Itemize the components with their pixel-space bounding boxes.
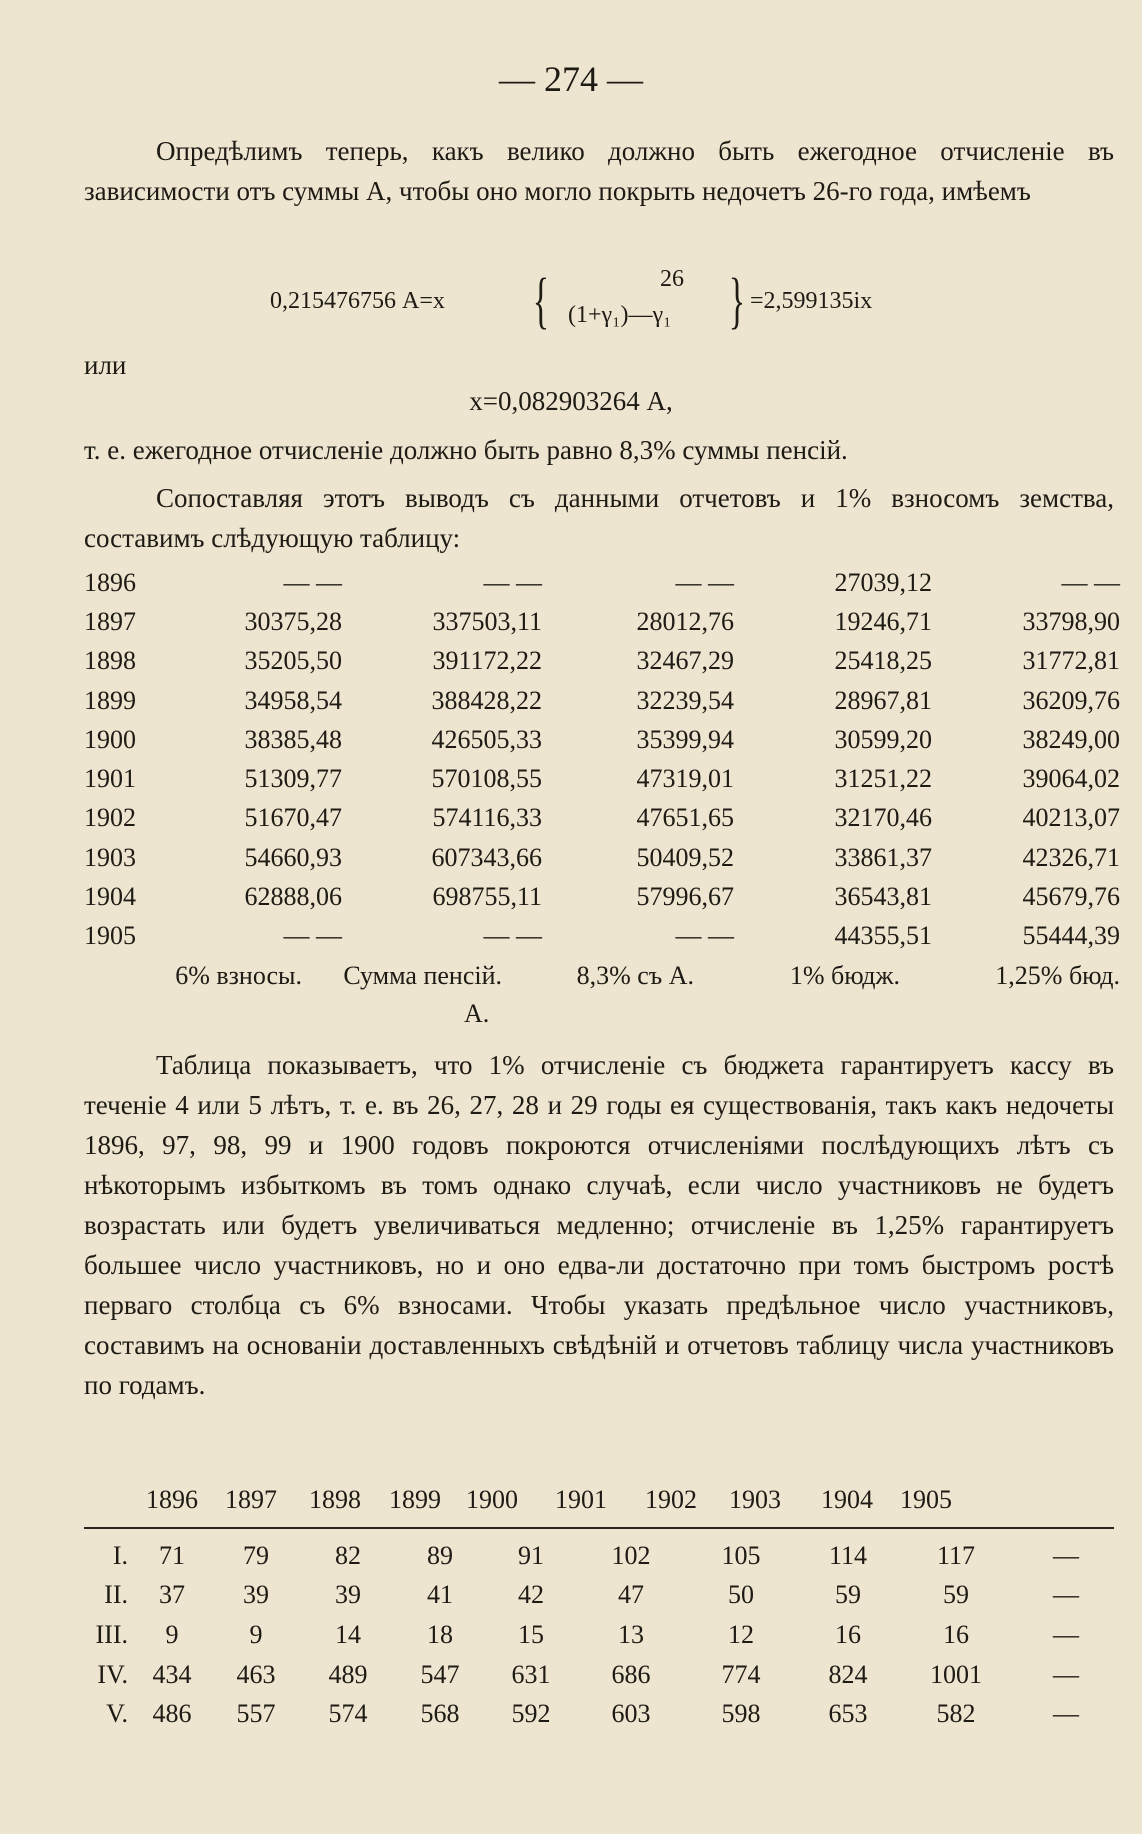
value-cell: 547 bbox=[420, 1659, 460, 1689]
table-row bbox=[84, 602, 1120, 641]
paragraph-comparison: Сопоставляя этотъ выводъ съ данными отчетовъ и 1% взносомъ земства, составимъ слѣдующую таблицу: bbox=[84, 483, 1114, 553]
value-cell: 51670,47 bbox=[244, 803, 342, 833]
page-number: — 274 — bbox=[499, 59, 643, 99]
footer-8-3-percent: 8,3% съ А. bbox=[576, 961, 694, 990]
value-cell: 13 bbox=[618, 1619, 644, 1649]
value-cell: 27039,12 bbox=[834, 567, 932, 597]
value-cell: 36209,76 bbox=[1022, 685, 1120, 715]
value-cell: 574 bbox=[328, 1699, 368, 1729]
x-equation: х=0,082903264 А, bbox=[469, 386, 673, 416]
value-cell: 14 bbox=[335, 1619, 361, 1649]
value-cell: 607343,66 bbox=[431, 842, 542, 872]
value-cell: 28967,81 bbox=[834, 685, 932, 715]
value-cell: — bbox=[1053, 1659, 1079, 1689]
table-row bbox=[84, 917, 1120, 956]
value-cell: — — bbox=[1061, 567, 1120, 597]
value-cell: 698755,11 bbox=[432, 882, 542, 912]
value-cell: 51309,77 bbox=[244, 764, 342, 794]
value-cell: — — bbox=[483, 921, 542, 951]
year-cell: 1905 bbox=[84, 921, 136, 951]
formula-rhs: =2,599135іх bbox=[750, 288, 873, 314]
year-cell: 1903 bbox=[84, 842, 136, 872]
value-cell: 574116,33 bbox=[432, 803, 542, 833]
table-row bbox=[84, 1655, 1120, 1695]
year-header: 1900 bbox=[466, 1485, 518, 1514]
value-cell: 19246,71 bbox=[834, 606, 932, 636]
value-cell: 47319,01 bbox=[636, 764, 734, 794]
table-rule bbox=[84, 1527, 1114, 1529]
value-cell: 15 bbox=[518, 1619, 544, 1649]
value-cell: 40213,07 bbox=[1022, 803, 1120, 833]
table-row bbox=[84, 838, 1120, 877]
value-cell: 35205,50 bbox=[244, 646, 342, 676]
value-cell: 774 bbox=[721, 1659, 761, 1689]
table-row bbox=[84, 642, 1120, 681]
value-cell: 45679,76 bbox=[1022, 882, 1120, 912]
year-cell: 1897 bbox=[84, 606, 136, 636]
value-cell: 18 bbox=[427, 1619, 453, 1649]
footer-contributions: 6% взносы. bbox=[175, 961, 302, 990]
right-brace: } bbox=[728, 267, 746, 335]
value-cell: 391172,22 bbox=[432, 646, 542, 676]
table-row bbox=[84, 563, 1120, 602]
value-cell: 33861,37 bbox=[834, 842, 932, 872]
value-cell: 570108,55 bbox=[431, 764, 542, 794]
value-cell: 9 bbox=[249, 1619, 263, 1649]
year-header: 1905 bbox=[900, 1485, 952, 1514]
value-cell: — bbox=[1053, 1580, 1079, 1610]
table-row bbox=[84, 720, 1120, 759]
value-cell: 568 bbox=[420, 1699, 460, 1729]
year-cell: 1904 bbox=[84, 882, 136, 912]
value-cell: — bbox=[1053, 1540, 1079, 1570]
value-cell: 426505,33 bbox=[431, 724, 542, 754]
value-cell: 631 bbox=[511, 1659, 551, 1689]
formula-denominator: (1+γ₁)—γ₁ bbox=[568, 302, 672, 328]
year-header: 1899 bbox=[389, 1485, 441, 1514]
value-cell: 33798,90 bbox=[1022, 606, 1120, 636]
participants-table bbox=[84, 1536, 1120, 1734]
value-cell: 28012,76 bbox=[636, 606, 734, 636]
value-cell: 114 bbox=[828, 1540, 868, 1570]
table-row bbox=[84, 1576, 1120, 1616]
table-row bbox=[84, 1615, 1120, 1655]
value-cell: 42 bbox=[518, 1580, 544, 1610]
value-cell: 89 bbox=[427, 1540, 453, 1570]
value-cell: — — bbox=[283, 921, 342, 951]
value-cell: 36543,81 bbox=[834, 882, 932, 912]
value-cell: 653 bbox=[828, 1699, 868, 1729]
value-cell: 54660,93 bbox=[244, 842, 342, 872]
table-row bbox=[84, 877, 1120, 916]
value-cell: 686 bbox=[611, 1659, 651, 1689]
value-cell: 16 bbox=[835, 1619, 861, 1649]
value-cell: 57996,67 bbox=[636, 882, 734, 912]
value-cell: 38249,00 bbox=[1022, 724, 1120, 754]
value-cell: 592 bbox=[511, 1699, 551, 1729]
contributions-table bbox=[84, 563, 1120, 956]
table-row bbox=[84, 1694, 1120, 1734]
value-cell: — — bbox=[483, 567, 542, 597]
value-cell: 91 bbox=[518, 1540, 544, 1570]
value-cell: 388428,22 bbox=[431, 685, 542, 715]
value-cell: 12 bbox=[728, 1619, 754, 1649]
value-cell: 603 bbox=[611, 1699, 651, 1729]
footer-1-percent-budget: 1% бюдж. bbox=[789, 961, 900, 990]
value-cell: 489 bbox=[328, 1659, 368, 1689]
value-cell: 59 bbox=[943, 1580, 969, 1610]
value-cell: 30375,28 bbox=[244, 606, 342, 636]
value-cell: 32170,46 bbox=[834, 803, 932, 833]
value-cell: 71 bbox=[159, 1540, 185, 1570]
footer-pension-sum: Сумма пенсій. bbox=[343, 961, 502, 990]
row-label: II. bbox=[104, 1580, 128, 1610]
value-cell: 557 bbox=[236, 1699, 276, 1729]
value-cell: 59 bbox=[835, 1580, 861, 1610]
value-cell: 9 bbox=[165, 1619, 179, 1649]
value-cell: 117 bbox=[936, 1540, 976, 1570]
year-header: 1897 bbox=[225, 1485, 277, 1514]
value-cell: 82 bbox=[335, 1540, 361, 1570]
value-cell: 41 bbox=[427, 1580, 453, 1610]
value-cell: 39 bbox=[335, 1580, 361, 1610]
value-cell: 32467,29 bbox=[636, 646, 734, 676]
value-cell: — bbox=[1053, 1699, 1079, 1729]
year-header: 1896 bbox=[146, 1485, 198, 1514]
value-cell: 47 bbox=[618, 1580, 644, 1610]
value-cell: 463 bbox=[236, 1659, 276, 1689]
value-cell: 31251,22 bbox=[834, 764, 932, 794]
row-label: I. bbox=[112, 1540, 128, 1570]
value-cell: 79 bbox=[243, 1540, 269, 1570]
value-cell: 434 bbox=[152, 1659, 192, 1689]
table-row bbox=[84, 759, 1120, 798]
value-cell: 31772,81 bbox=[1022, 646, 1120, 676]
value-cell: 38385,48 bbox=[244, 724, 342, 754]
value-cell: 44355,51 bbox=[834, 921, 932, 951]
value-cell: 34958,54 bbox=[244, 685, 342, 715]
value-cell: 25418,25 bbox=[834, 646, 932, 676]
value-cell: — — bbox=[283, 567, 342, 597]
value-cell: 50409,52 bbox=[636, 842, 734, 872]
value-cell: 32239,54 bbox=[636, 685, 734, 715]
value-cell: 105 bbox=[721, 1540, 761, 1570]
year-header: 1903 bbox=[729, 1485, 781, 1514]
year-cell: 1901 bbox=[84, 764, 136, 794]
row-label: III. bbox=[95, 1619, 128, 1649]
conclusion-line: т. е. ежегодное отчисленіе должно быть равно 8,3% суммы пенсій. bbox=[84, 435, 848, 465]
value-cell: 55444,39 bbox=[1022, 921, 1120, 951]
year-cell: 1900 bbox=[84, 724, 136, 754]
footer-pension-sum-a: А. bbox=[464, 999, 490, 1028]
table-row bbox=[84, 681, 1120, 720]
formula-lhs: 0,215476756 А=х bbox=[270, 288, 445, 314]
table-row bbox=[84, 1536, 1120, 1576]
value-cell: 337503,11 bbox=[432, 606, 542, 636]
year-cell: 1902 bbox=[84, 803, 136, 833]
value-cell: 35399,94 bbox=[636, 724, 734, 754]
paragraph-analysis: Таблица показываетъ, что 1% отчисленіе съ бюджета гарантируетъ кассу въ теченіе 4 или 5 лѣтъ, т. е. въ 26, 27, 28 и 29 годы ея существованія, такъ какъ недочеты 1896, 97, 98, 99 и 1900 годовъ покроются отчисленіями послѣдующихъ лѣтъ съ нѣкоторымъ избыткомъ въ томъ однако случаѣ, если число участниковъ не будетъ возрастать или будетъ увеличиваться медленно; отчисленіе въ 1,25% гарантируетъ большее число участниковъ, но и оно едва-ли достаточно при томъ быстромъ ростѣ перваго столбца съ 6% взносами. Чтобы указать предѣльное число участниковъ, составимъ на основаніи доставленныхъ свѣдѣній и отчетовъ таблицу числа участниковъ по годамъ. bbox=[84, 1050, 1114, 1400]
value-cell: 102 bbox=[611, 1540, 651, 1570]
footer-1-25-percent-budget: 1,25% бюд. bbox=[995, 961, 1120, 990]
value-cell: 598 bbox=[721, 1699, 761, 1729]
value-cell: 47651,65 bbox=[636, 803, 734, 833]
value-cell: 39 bbox=[243, 1580, 269, 1610]
year-cell: 1899 bbox=[84, 685, 136, 715]
value-cell: 37 bbox=[159, 1580, 185, 1610]
formula bbox=[270, 262, 970, 342]
value-cell: 39064,02 bbox=[1022, 764, 1120, 794]
value-cell: — — bbox=[675, 921, 734, 951]
value-cell: 30599,20 bbox=[834, 724, 932, 754]
year-header: 1901 bbox=[555, 1485, 607, 1514]
row-label: IV. bbox=[97, 1659, 128, 1689]
value-cell: — bbox=[1053, 1619, 1079, 1649]
value-cell: 50 bbox=[728, 1580, 754, 1610]
value-cell: 42326,71 bbox=[1022, 842, 1120, 872]
paragraph-intro: Опредѣлимъ теперь, какъ велико должно быть ежегодное отчисленіе въ зависимости отъ суммы А, чтобы оно могло покрыть недочетъ 26-го года, имѣемъ bbox=[84, 136, 1114, 206]
left-brace: { bbox=[532, 267, 550, 335]
value-cell: 582 bbox=[936, 1699, 976, 1729]
year-cell: 1896 bbox=[84, 567, 136, 597]
value-cell: 62888,06 bbox=[244, 882, 342, 912]
year-header: 1904 bbox=[821, 1485, 873, 1514]
value-cell: — — bbox=[675, 567, 734, 597]
value-cell: 16 bbox=[943, 1619, 969, 1649]
value-cell: 486 bbox=[152, 1699, 192, 1729]
year-header: 1898 bbox=[309, 1485, 361, 1514]
year-header: 1902 bbox=[645, 1485, 697, 1514]
or-word: или bbox=[84, 350, 127, 380]
value-cell: 824 bbox=[828, 1659, 868, 1689]
formula-numerator: 26 bbox=[660, 266, 684, 292]
year-cell: 1898 bbox=[84, 646, 136, 676]
value-cell: 1001 bbox=[930, 1659, 982, 1689]
table-row bbox=[84, 799, 1120, 838]
row-label: V. bbox=[106, 1699, 128, 1729]
